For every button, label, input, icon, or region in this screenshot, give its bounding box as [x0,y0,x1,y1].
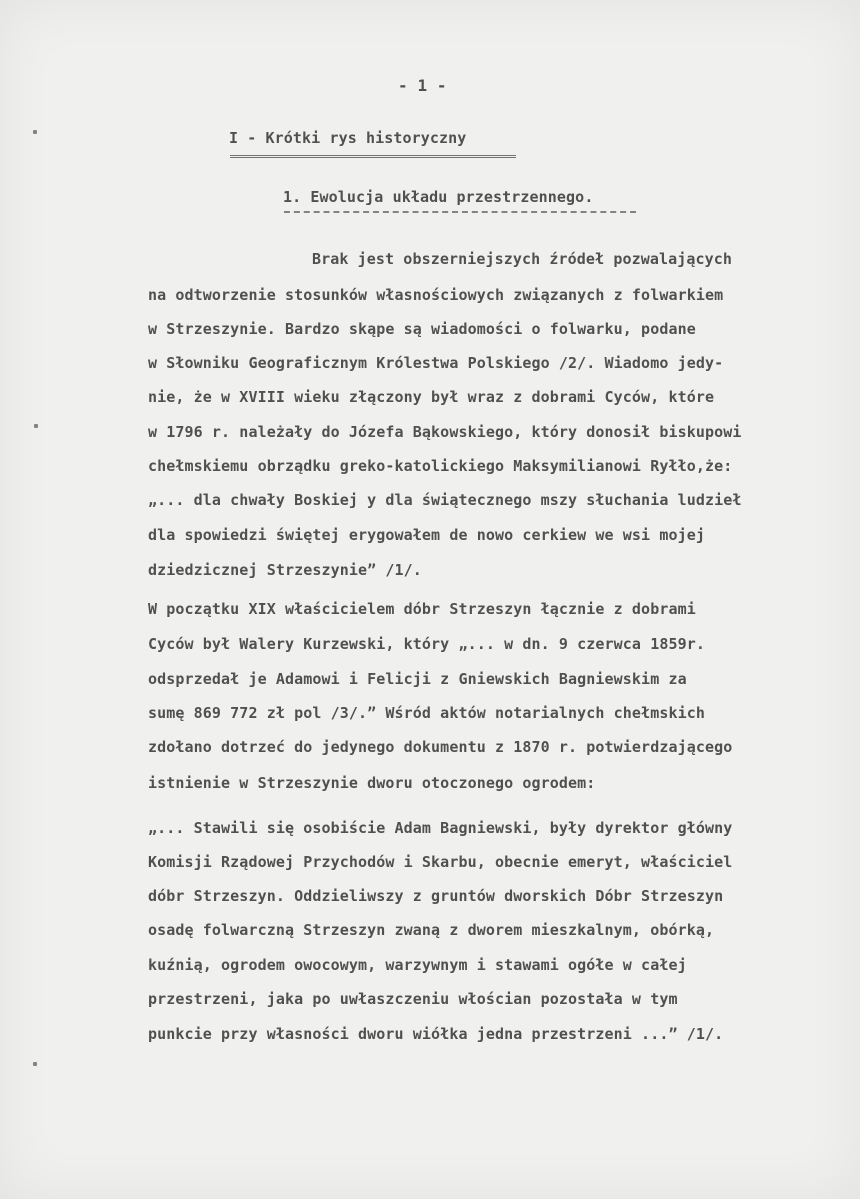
text-line: Komisji Rządowej Przychodów i Skarbu, obecnie emeryt, właściciel [148,853,733,871]
text-line: w Słowniku Geograficznym Królestwa Polskiego /2/. Wiadomo jedy- [148,354,724,372]
text-line: punkcie przy własności dworu wiółka jedna przestrzeni ...” /1/. [148,1025,724,1043]
text-line: w 1796 r. należały do Józefa Bąkowskiego, który donosił biskupowi [148,423,742,441]
page-number: - 1 - [398,76,447,95]
text-line: sumę 869 772 zł pol /3/.” Wśród aktów notarialnych chełmskich [148,704,705,722]
text-line: dziedzicznej Strzeszynie” /1/. [148,561,422,579]
margin-mark [34,424,38,428]
chapter-title: I - Krótki rys historyczny [229,129,467,147]
text-line: „... Stawili się osobiście Adam Bagniewski, były dyrektor główny [148,819,733,837]
text-line: Cyców był Walery Kurzewski, który „... w dn. 9 czerwca 1859r. [148,635,705,653]
chapter-title-underline [230,155,516,158]
text-line: w Strzeszynie. Bardzo skąpe są wiadomości o folwarku, podane [148,320,696,338]
text-line: Brak jest obszerniejszych źródeł pozwalających [312,250,733,268]
text-line: na odtworzenie stosunków własnościowych związanych z folwarkiem [148,286,724,304]
section-title: 1. Ewolucja układu przestrzennego. [283,188,594,206]
text-line: „... dla chwały Boskiej y dla świątecznego mszy słuchania ludzieł [148,491,742,509]
text-line: nie, że w XVIII wieku złączony był wraz z dobrami Cyców, które [148,388,715,406]
text-line: dla spowiedzi świętej erygowałem de nowo cerkiew we wsi mojej [148,526,705,544]
text-line: kuźnią, ogrodem owocowym, warzywnym i stawami ogółe w całej [148,956,687,974]
text-line: odsprzedał je Adamowi i Felicji z Gniewskich Bagniewskim za [148,670,687,688]
text-line: przestrzeni, jaka po uwłaszczeniu włościan pozostała w tym [148,990,678,1008]
text-line: dóbr Strzeszyn. Oddzieliwszy z gruntów dworskich Dóbr Strzeszyn [148,887,724,905]
section-title-underline [284,211,636,213]
text-line: zdołano dotrzeć do jedynego dokumentu z 1870 r. potwierdzającego [148,738,733,756]
margin-mark [33,130,37,134]
text-line: istnienie w Strzeszynie dworu otoczonego ogrodem: [148,774,596,792]
text-line: chełmskiemu obrządku greko-katolickiego Maksymilianowi Ryłło,że: [148,457,733,475]
text-line: W początku XIX właścicielem dóbr Strzeszyn łącznie z dobrami [148,600,696,618]
text-line: osadę folwarczną Strzeszyn zwaną z dworem mieszkalnym, obórką, [148,921,715,939]
margin-mark [33,1062,37,1066]
